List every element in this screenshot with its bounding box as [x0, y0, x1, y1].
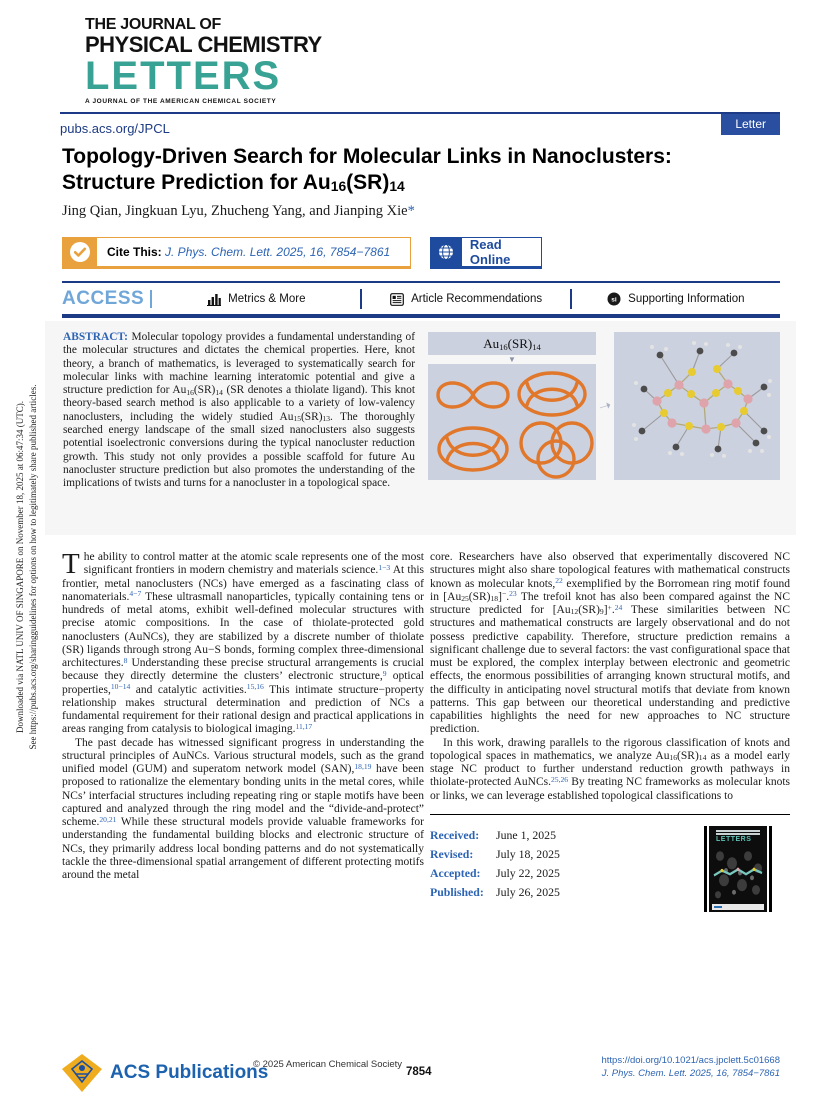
- supporting-information-icon: [607, 292, 621, 306]
- cover-letters-title: LETTERS: [716, 835, 752, 843]
- acs-diamond-icon: [62, 1054, 102, 1092]
- date-row-published: Published: July 26, 2025: [430, 884, 560, 899]
- knot-diagrams: [428, 364, 596, 480]
- header-rule: [60, 112, 780, 114]
- journal-tagline: A JOURNAL OF THE AMERICAN CHEMICAL SOCIETY: [85, 98, 277, 105]
- article-dates: [430, 814, 790, 912]
- thick-rule: [62, 314, 780, 318]
- cover-footer-strip: [712, 904, 764, 910]
- cite-check-icon: [63, 238, 97, 266]
- paragraph-2: The past decade has witnessed significant progress in understanding the structural principles of AuNCs. Various structural models, such as the grand unified model (GUM) and superatom network model (SAN),$^{18,19}$ have been proposed to rationalize the elementary bonding units in the metal cores, while NCs’ interfacial structures including repeating ring or staple motifs have been captured and analyzed through the ring model and the “divide-and-protect” scheme.$^{20,21}$ While these structural models provide valuable frameworks for understanding the fundamental building blocks and electronic structure of NCs, they primarily address local bonding patterns and do not systematically tackle the three-dimensional spatial arrangement of different protecting motifs around the metal: [62, 736, 424, 881]
- page-number: 7854: [406, 1066, 432, 1078]
- left-column: [62, 548, 424, 882]
- cite-this-button[interactable]: [62, 237, 411, 269]
- read-online-label: Read Online: [469, 237, 511, 267]
- footer-citation: J. Phys. Chem. Lett. 2025, 16, 7854−7861: [601, 1068, 780, 1079]
- supporting-information-link[interactable]: [572, 292, 780, 306]
- article-type-badge: Letter: [721, 114, 780, 135]
- cover-left-bar: [704, 826, 707, 912]
- doi-link[interactable]: https://doi.org/10.1021/acs.jpclett.5c01668: [601, 1055, 780, 1066]
- cover-page: [709, 826, 767, 912]
- figure-formula-label: $Au_{16}(SR)_{14}$: [428, 332, 596, 355]
- acs-publications-logo[interactable]: [62, 1054, 268, 1092]
- abstract-section: [45, 321, 796, 535]
- journal-masthead: [85, 16, 322, 105]
- metrics-label: Metrics & More: [228, 293, 306, 305]
- metrics-icon: [207, 293, 221, 306]
- title-line2: Structure Prediction for $Au_{16}(SR)_{14}$: [62, 171, 405, 195]
- cover-footer-logo: [714, 906, 722, 908]
- svg-text:si: si: [611, 296, 617, 304]
- journal-name-line2: PHYSICAL CHEMISTRY: [85, 32, 322, 57]
- paragraph-3: core. Researchers have also observed that experimentally discovered NC structures might also share topological features with mathematical constructs known as molecular knots,$^{22}$ exemplified by the Borromean ring motif found in $[Au_{25}(SR)_{18}]^-.^{23}$ The trefoil knot has also been compared against the NC structure predicted for $[Au_{12}(SR)_9]^+.^{24}$ These similarities between NC structures and mathematical constructs are largely observational and do not possess predictive capability. Therefore, structure prediction remains a significant challenge due to several factors: the vast configurational space that must be explored, the complex interplay between electronic and geometric effects, the enormous possibilities of arranging known structural motifs, and the difficulty in anticipating novel structural motifs that deviate from known patterns. This gap between our theoretical understanding and predictive capabilities highlights the need for new approaches to NC structure prediction.: [430, 551, 790, 736]
- globe-icon: [431, 238, 462, 266]
- cover-artwork: [712, 844, 764, 902]
- journal-cover-thumbnail: [704, 826, 772, 912]
- graphical-abstract: [428, 332, 780, 480]
- cover-text-line: [716, 830, 760, 832]
- article-recommendations-label: Article Recommendations: [411, 293, 543, 305]
- sidebar-download-note: [14, 320, 40, 814]
- date-row-received: Received: June 1, 2025: [430, 827, 556, 842]
- doi-block: [601, 1054, 780, 1080]
- article-recommendations-link[interactable]: [362, 293, 570, 306]
- molecule-structure-image: [614, 332, 780, 480]
- paragraph-1: The ability to control matter at the atomic scale represents one of the most significant frontiers in modern chemistry and materials science.$^{1-3}$ At this frontier, metal nanoclusters (NCs) have emerged as a fascinating class of nanomaterials.$^{4-7}$ These ultrasmall nanoparticles, typically containing tens or hundreds of metal atoms, exhibit well-defined molecular structures with precise atomic compositions. In the case of thiolate-protected gold nanoclusters (AuNCs), they are stabilized by a discrete number of thiolate (SR) ligands through strong Au−S bonds, forming complex three-dimensional architectures.$^8$ Understanding these precise structural arrangements is crucial because they directly determine the clusters’ electronic structure,$^9$ optical properties,$^{10-14}$ and catalytic activities.$^{15,16}$ This intimate structure−property relationship makes structural determination and prediction of NCs a fundamental requirement for their rational design and practical applications in areas ranging from catalysis to biological imaging.$^{11,17}$: [62, 548, 424, 736]
- journal-url-link[interactable]: pubs.acs.org/JPCL: [60, 121, 170, 136]
- right-column: [430, 551, 790, 912]
- article-title: [62, 144, 672, 196]
- right-arrow-icon: ➝: [596, 396, 614, 417]
- cover-right-bar: [769, 826, 772, 912]
- journal-name-letters: LETTERS: [85, 54, 282, 98]
- cite-this-label: Cite This: J. Phys. Chem. Lett. 2025, 16, 7854−7861: [107, 245, 391, 259]
- article-recommendations-icon: [390, 293, 404, 306]
- sidebar-note-line2: See https://pubs.acs.org/sharingguidelines for options on how to legitimately share published articles.: [27, 384, 38, 750]
- journal-name-line1: THE JOURNAL OF: [85, 16, 221, 33]
- supporting-information-label: Supporting Information: [628, 293, 745, 305]
- title-line1: Topology-Driven Search for Molecular Links in Nanoclusters:: [62, 145, 672, 168]
- date-row-accepted: Accepted: July 22, 2025: [430, 865, 560, 880]
- paragraph-4: In this work, drawing parallels to the rigorous classification of knots and topological spaces in mathematics, we analyze $Au_{16}(SR)_{14}$ as a model early stage NC product to further understand reduction growth pathways in thiolate-protected AuNCs.$^{25,26}$ By treating NC frameworks as molecular knots or links, we can leverage established topological classifications to: [430, 736, 790, 802]
- copyright-notice: © 2025 American Chemical Society: [253, 1059, 403, 1070]
- divider-rule: [62, 281, 780, 283]
- read-online-button[interactable]: [430, 237, 542, 269]
- access-link[interactable]: ACCESS: [62, 288, 145, 309]
- metrics-and-more-link[interactable]: [152, 293, 360, 306]
- acs-publications-label: ACS Publications: [110, 1062, 269, 1083]
- authors: Jing Qian, Jingkuan Lyu, Zhucheng Yang, and Jianping Xie*: [62, 203, 415, 219]
- knot-panel: [428, 332, 596, 480]
- date-row-revised: Revised: July 18, 2025: [430, 846, 560, 861]
- drop-cap: T: [62, 548, 80, 580]
- access-bar: [62, 285, 780, 313]
- sidebar-note-line1: Downloaded via NATL UNIV OF SINGAPORE on November 18, 2025 at 06:47:34 (UTC).: [15, 401, 25, 733]
- dates-rows: [430, 826, 560, 912]
- down-arrow-icon: ▼: [508, 355, 516, 364]
- abstract-text: ABSTRACT: Molecular topology provides a fundamental understanding of the molecular structures and dictates the chemical properties. Here, knot theory, a branch of mathematics, is leveraged to systematically search for molecular links with machine learning interatomic potential and give a structure prediction for $Au_{16}(SR)_{14}$ (SR denotes a thiolate ligand). This knot theory-based search method is also applicable to a variety of low-valency nanoclusters, including the widely studied $Au_{15}(SR)_{13}$. The thoroughly searched energy landscape of the small sized nanoclusters also suggests potential isoelectronic conversions during the typical nanocluster reduction growth. This study not only provides a possible scaffold for future Au nanocluster structure prediction but also promotes the understanding of the implications of twists and turns for a nanocluster in a topological space.: [63, 331, 415, 490]
- cover-text-line: [716, 833, 760, 835]
